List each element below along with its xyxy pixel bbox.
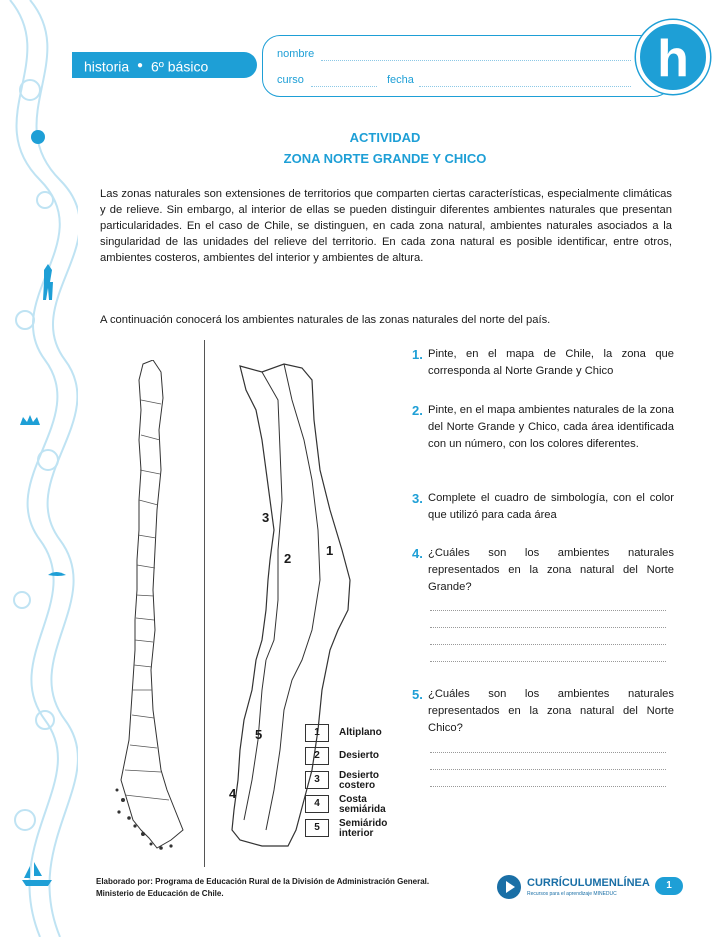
map-label-5: 5 (255, 727, 263, 742)
map-label-3: 3 (262, 510, 270, 525)
name-label: nombre (277, 48, 315, 60)
answer-line-q4[interactable] (430, 610, 666, 611)
curriculum-en-linea-logo (497, 873, 650, 903)
student-info-box (262, 35, 672, 97)
column-divider (204, 340, 205, 867)
answer-line-q5[interactable] (430, 752, 666, 753)
crown-icon (20, 415, 40, 425)
separator-bullet: ● (137, 60, 144, 72)
footer-line-1: Elaborado por: Programa de Educación Rural de la División de Administración General. (96, 877, 430, 886)
course-label: curso (277, 74, 304, 86)
map-label-2: 2 (284, 551, 292, 566)
legend-swatch-1[interactable]: 1 (305, 724, 329, 742)
intro-paragraph: Las zonas naturales son extensiones de territorios que comparten ciertas características, especialmente climáticas y de relieve. Sin embargo, al interior de ellas se pueden distinguir diferentes ambientes naturales que presentan particularidades. En el caso de Chile, se distinguen, en cada zona natural, ambientes naturales asociados a la singularidad de las unidades del relieve del territorio. En cada zona natural es posible identificar, entre otros, ambientes costeros, ambientes del interior y ambientes de altura. (100, 188, 672, 264)
answer-line-q4[interactable] (430, 644, 666, 645)
play-icon (497, 875, 521, 899)
activity-subtitle: ZONA NORTE GRANDE Y CHICO (283, 151, 487, 166)
question-number: 5. (412, 687, 423, 702)
question-number: 4. (412, 546, 423, 561)
globe-icon (31, 130, 45, 144)
question-text: ¿Cuáles son los ambientes naturales representados en la zona natural del Norte Chico? (428, 688, 674, 734)
footer-credits (96, 876, 429, 900)
answer-line-q4[interactable] (430, 661, 666, 662)
question-text: ¿Cuáles son los ambientes naturales representados en la zona natural del Norte Grande? (428, 547, 674, 593)
answer-line-q5[interactable] (430, 769, 666, 770)
lead-paragraph: A continuación conocerá los ambientes naturales de las zonas naturales del norte del país. (100, 314, 551, 326)
question-text: Complete el cuadro de simbología, con el color que utilizó para cada área (428, 492, 674, 521)
grade-label: 6º básico (150, 58, 209, 75)
legend-label-4: Costa semiárida (339, 794, 386, 815)
logo-h: h (636, 20, 710, 94)
legend-swatch-5[interactable]: 5 (305, 819, 329, 837)
question-3 (412, 490, 674, 524)
bird-icon (48, 572, 66, 576)
indigenous-figure-icon (43, 264, 53, 300)
subject-label: historia (84, 58, 130, 75)
question-number: 1. (412, 347, 423, 362)
map-label-4: 4 (229, 786, 237, 801)
question-4 (412, 545, 674, 596)
legend-label-2: Desierto (339, 750, 380, 761)
legend-swatch-3[interactable]: 3 (305, 771, 329, 789)
map-label-1: 1 (326, 543, 334, 558)
answer-line-q5[interactable] (430, 786, 666, 787)
date-field[interactable] (419, 86, 631, 87)
chile-map[interactable] (105, 360, 195, 855)
ship-icon (22, 862, 52, 886)
legend-label-3: Desierto costero (339, 770, 380, 791)
question-2 (412, 402, 674, 453)
question-1 (412, 346, 674, 380)
footer-line-2: Ministerio de Educación de Chile. (96, 889, 224, 898)
question-text: Pinte, en el mapa de Chile, la zona que corresponda al Norte Grande y Chico (428, 348, 674, 377)
legend-label-5: Semiárido interior (339, 818, 388, 839)
brand-name: CURRÍCULUMENLÍNEA (527, 877, 650, 889)
legend-label-1: Altiplano (339, 727, 382, 738)
question-5 (412, 686, 674, 737)
date-label: fecha (387, 74, 414, 86)
legend-swatch-2[interactable]: 2 (305, 747, 329, 765)
question-number: 3. (412, 491, 423, 506)
activity-title: ACTIVIDAD (349, 130, 421, 145)
question-number: 2. (412, 403, 423, 418)
name-field[interactable] (321, 60, 631, 61)
answer-line-q4[interactable] (430, 627, 666, 628)
page-number: 1 (655, 877, 683, 895)
legend-swatch-4[interactable]: 4 (305, 795, 329, 813)
subject-banner (72, 52, 257, 78)
course-field[interactable] (311, 86, 377, 87)
question-text: Pinte, en el mapa ambientes naturales de la zona del Norte Grande y Chico, cada área identificada con un número, con los colores diferentes. (428, 404, 674, 450)
brand-tagline: Recursos para el aprendizaje MINEDUC (527, 891, 617, 897)
left-decoration (0, 0, 78, 937)
